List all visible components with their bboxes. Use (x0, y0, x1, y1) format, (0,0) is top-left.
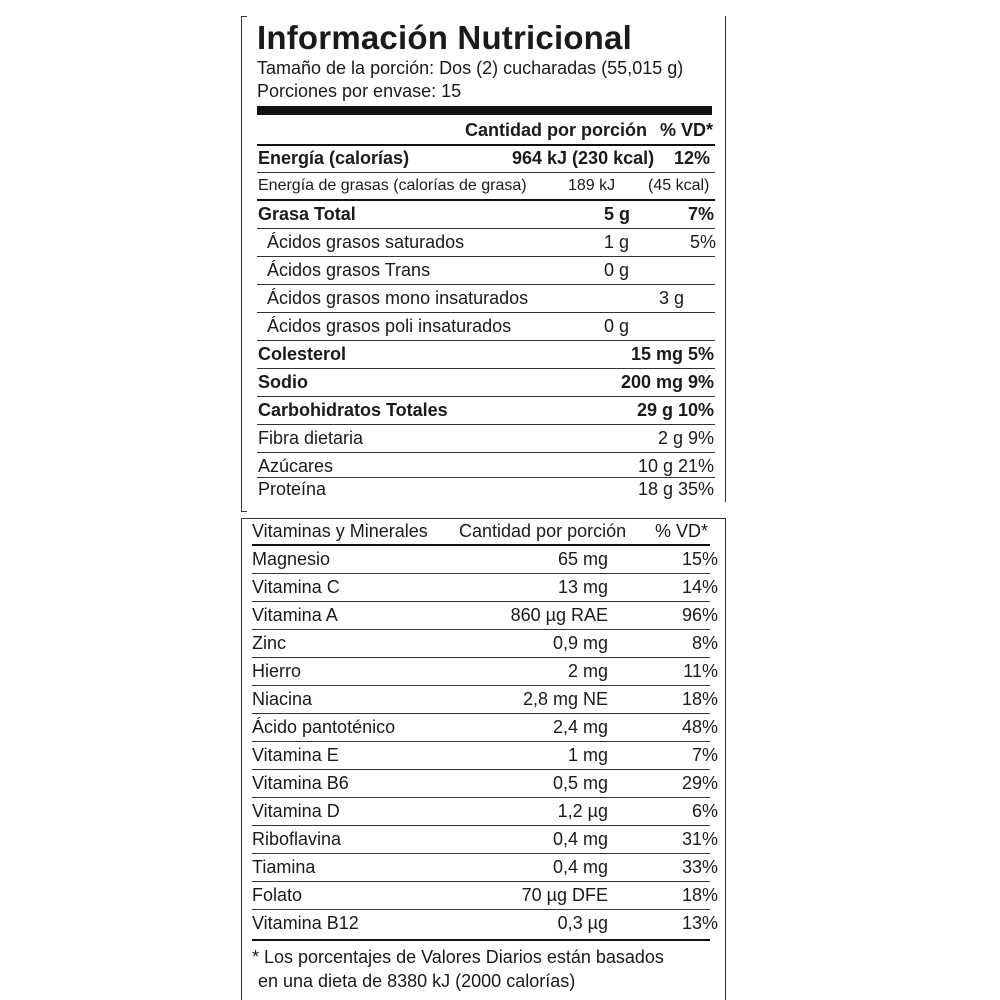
energy-fat-kj: 189 kJ (568, 177, 616, 194)
panel-left-border (241, 16, 242, 512)
divider (257, 172, 715, 173)
divider (257, 368, 715, 369)
row-divider (252, 657, 710, 658)
vitamin-dv: 18% (681, 885, 718, 905)
cholesterol-value: 15 mg 5% (630, 344, 714, 364)
protein-value: 18 g 35% (637, 479, 714, 499)
vitamin-dv: 7% (691, 745, 718, 765)
vitamin-amount: 0,4 mg (552, 829, 608, 849)
vitamin-name: Vitamina D (252, 801, 340, 821)
thick-divider (257, 106, 712, 115)
vitamin-name: Vitamina A (252, 605, 338, 625)
total-fat-label: Grasa Total (258, 204, 356, 224)
page-title: Información Nutricional (257, 19, 632, 56)
vitamin-amount: 70 µg DFE (521, 885, 608, 905)
divider (257, 477, 715, 478)
fiber-value: 2 g 9% (657, 428, 714, 448)
vitamin-dv: 6% (691, 801, 718, 821)
row-divider (252, 853, 710, 854)
panel-bottom-border (241, 511, 247, 512)
vitamin-dv: 29% (681, 773, 718, 793)
row-divider (252, 909, 710, 910)
vitamin-name: Niacina (252, 689, 313, 709)
header-amount: Cantidad por porción (465, 120, 647, 140)
divider (252, 544, 710, 546)
vitamin-dv: 31% (681, 829, 718, 849)
vitamin-dv: 11% (683, 661, 718, 681)
header-dv: % VD* (660, 120, 714, 140)
row-divider (252, 685, 710, 686)
vitamin-amount: 65 mg (557, 549, 608, 569)
vitamin-dv: 96% (681, 605, 718, 625)
panel-top-border (241, 16, 247, 17)
vitamin-amount: 2,4 mg (552, 717, 608, 737)
divider (257, 144, 715, 146)
row-divider (252, 797, 710, 798)
fiber-label: Fibra dietaria (258, 428, 364, 448)
sugars-value: 10 g 21% (637, 456, 714, 476)
divider (257, 424, 715, 425)
vitamin-dv: 14% (681, 577, 718, 597)
divider (252, 939, 710, 941)
total-fat-dv: 7% (688, 204, 715, 224)
divider (257, 340, 715, 341)
divider (257, 396, 715, 397)
vitamin-amount: 1,2 µg (557, 801, 608, 821)
energy-fat-kcal: (45 kcal) (648, 177, 710, 194)
vitamin-name: Vitamina B6 (252, 773, 349, 793)
vitamin-dv: 15% (681, 549, 718, 569)
serving-size: Tamaño de la porción: Dos (2) cucharadas (55,015 g) (257, 58, 684, 78)
row-divider (252, 769, 710, 770)
divider (257, 452, 715, 453)
energy-label: Energía (calorías) (258, 148, 410, 168)
total-fat-amount: 5 g (604, 204, 631, 224)
vitamin-name: Vitamina C (252, 577, 340, 597)
servings-per-container: Porciones por envase: 15 (257, 81, 462, 101)
header-amount: Cantidad por porción (459, 521, 627, 541)
vitamin-name: Ácido pantoténico (252, 717, 396, 737)
vitamin-dv: 33% (681, 857, 718, 877)
vitamin-dv: 48% (681, 717, 718, 737)
row-divider (252, 713, 710, 714)
trans-label: Ácidos grasos Trans (267, 260, 431, 280)
panel-right-border (725, 518, 726, 1000)
saturated-dv: 5% (690, 232, 717, 252)
row-divider (252, 825, 710, 826)
divider (257, 256, 715, 257)
carbs-label: Carbohidratos Totales (258, 400, 448, 420)
vitamin-name: Tiamina (252, 857, 316, 877)
footnote-line-1: * Los porcentajes de Valores Diarios están basados (252, 947, 664, 967)
vitamin-amount: 1 mg (567, 745, 608, 765)
sodium-value: 200 mg 9% (620, 372, 714, 392)
header-label: Vitaminas y Minerales (252, 521, 428, 541)
vitamin-name: Magnesio (252, 549, 331, 569)
mono-amount: 3 g (659, 288, 685, 308)
footnote-line-2: en una dieta de 8380 kJ (2000 calorías) (258, 971, 576, 991)
energy-dv: 12% (674, 148, 711, 168)
header-dv: % VD* (655, 521, 709, 541)
panel-top-border (241, 518, 726, 519)
vitamin-amount: 2 mg (567, 661, 608, 681)
vitamin-amount: 0,3 µg (557, 913, 608, 933)
vitamin-name: Vitamina E (252, 745, 339, 765)
panel-left-border (241, 518, 242, 1000)
vitamin-name: Folato (252, 885, 303, 905)
divider (257, 312, 715, 313)
saturated-amount: 1 g (604, 232, 630, 252)
vitamin-amount: 0,4 mg (552, 857, 608, 877)
row-divider (252, 629, 710, 630)
vitamin-name: Hierro (252, 661, 302, 681)
vitamin-dv: 18% (681, 689, 718, 709)
vitamin-amount: 0,9 mg (552, 633, 608, 653)
energy-fat-label: Energía de grasas (calorías de grasa) (258, 177, 527, 194)
divider (257, 284, 715, 285)
poly-label: Ácidos grasos poli insaturados (267, 316, 512, 336)
row-divider (252, 741, 710, 742)
vitamin-amount: 0,5 mg (552, 773, 608, 793)
vitamin-name: Zinc (252, 633, 287, 653)
row-divider (252, 881, 710, 882)
row-divider (252, 601, 710, 602)
energy-amount: 964 kJ (230 kcal) (512, 148, 655, 168)
vitamin-dv: 13% (681, 913, 718, 933)
vitamin-amount: 13 mg (557, 577, 608, 597)
divider (257, 228, 715, 229)
trans-amount: 0 g (604, 260, 630, 280)
vitamin-name: Vitamina B12 (252, 913, 359, 933)
sodium-label: Sodio (258, 372, 308, 392)
sugars-label: Azúcares (258, 456, 334, 476)
saturated-label: Ácidos grasos saturados (267, 232, 465, 252)
row-divider (252, 573, 710, 574)
vitamin-dv: 8% (691, 633, 718, 653)
vitamin-name: Riboflavina (252, 829, 342, 849)
cholesterol-label: Colesterol (258, 344, 347, 364)
poly-amount: 0 g (604, 316, 630, 336)
protein-label: Proteína (258, 479, 327, 499)
divider (257, 199, 715, 201)
vitamin-amount: 860 µg RAE (510, 605, 608, 625)
panel-right-border (725, 16, 726, 502)
carbs-value: 29 g 10% (636, 400, 714, 420)
mono-label: Ácidos grasos mono insaturados (267, 288, 529, 308)
vitamin-amount: 2,8 mg NE (522, 689, 608, 709)
